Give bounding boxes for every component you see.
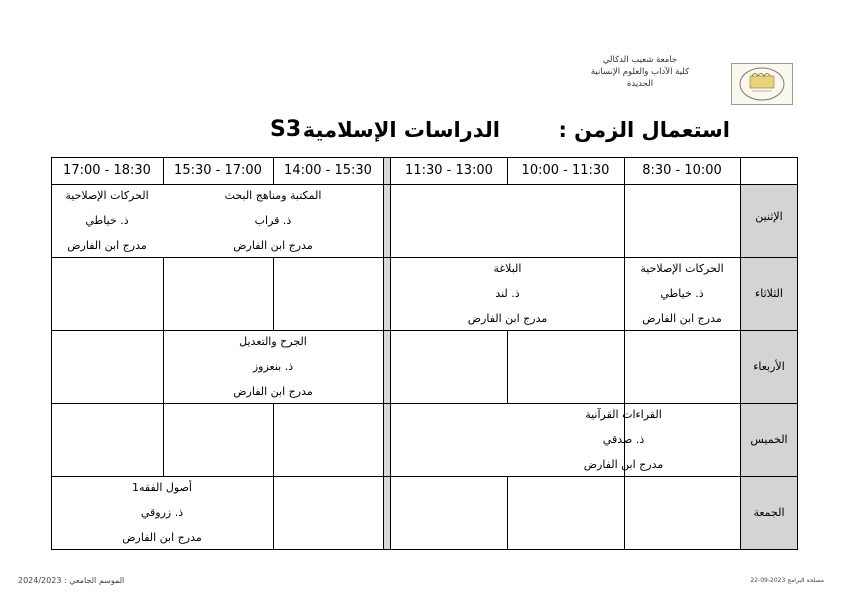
semester-label: S3	[270, 117, 302, 142]
service-note: مصلحة البرامج 2023-09-22	[750, 577, 824, 584]
day-label-tuesday: الثلاثاء	[755, 287, 783, 300]
slot-header: 14:00 - 15:30	[284, 163, 372, 178]
course-name: الجرح والتعديل	[239, 335, 307, 348]
teacher-name: ذ. قراب	[254, 214, 292, 227]
session-cell	[624, 256, 740, 331]
lunch-separator	[383, 157, 391, 550]
course-name: البلاغة	[493, 262, 522, 275]
room-name: مدرج ابن الفارض	[233, 385, 313, 398]
grid-line	[507, 476, 508, 549]
slot-header: 10:00 - 11:30	[521, 163, 610, 178]
grid-line	[273, 257, 274, 330]
course-name: أصول الفقه1	[131, 481, 192, 494]
grid-line	[507, 330, 508, 403]
teacher-name: ذ. زروقي	[140, 506, 184, 519]
academic-season: الموسم الجامعي : 2024/2023	[18, 576, 125, 585]
page-title: استعمال الزمن :	[558, 118, 730, 142]
session-cell	[391, 256, 624, 331]
session-cell	[507, 402, 740, 477]
session-cell	[163, 183, 383, 258]
teacher-name: ذ. صدقي	[602, 433, 645, 446]
session-cell	[51, 475, 273, 550]
course-name: المكتبة ومناهج البحث	[224, 189, 322, 202]
course-name: الحركات الإصلاحية	[65, 189, 149, 202]
day-label-thursday: الخميس	[750, 433, 788, 446]
course-name: القراءات القرآنية	[585, 408, 662, 421]
slot-header: 8:30 - 10:00	[642, 163, 722, 178]
teacher-name: ذ. خياطي	[660, 287, 704, 300]
university-name: جامعة شعيب الدكالي	[602, 55, 678, 65]
room-name: مدرج ابن الفارض	[122, 531, 202, 544]
teacher-name: ذ. خياطي	[85, 214, 129, 227]
grid-line	[624, 157, 625, 550]
city-name: الجديدة	[626, 79, 654, 89]
department-title: الدراسات الإسلامية	[302, 118, 500, 142]
room-name: مدرج ابن الفارض	[642, 312, 722, 325]
slot-header: 15:30 - 17:00	[174, 163, 262, 178]
room-name: مدرج ابن الفارض	[67, 239, 147, 252]
teacher-name: ذ. لند	[495, 287, 520, 300]
course-name: الحركات الإصلاحية	[640, 262, 724, 275]
teacher-name: ذ. بنعزوز	[252, 360, 294, 373]
slot-header: 11:30 - 13:00	[405, 163, 493, 178]
day-label-wednesday: الأربعاء	[753, 360, 785, 373]
faculty-name: كلية الآداب والعلوم الإنسانية	[590, 67, 690, 77]
room-name: مدرج ابن الفارض	[233, 239, 313, 252]
day-label-monday: الإثنين	[755, 210, 783, 223]
grid-line	[163, 403, 164, 476]
slot-header: 17:00 - 18:30	[63, 163, 151, 178]
room-name: مدرج ابن الفارض	[583, 458, 664, 471]
room-name: مدرج ابن الفارض	[467, 312, 548, 325]
session-cell	[51, 183, 163, 258]
grid-line	[273, 403, 274, 549]
session-cell	[163, 329, 383, 404]
day-label-friday: الجمعة	[753, 506, 785, 519]
